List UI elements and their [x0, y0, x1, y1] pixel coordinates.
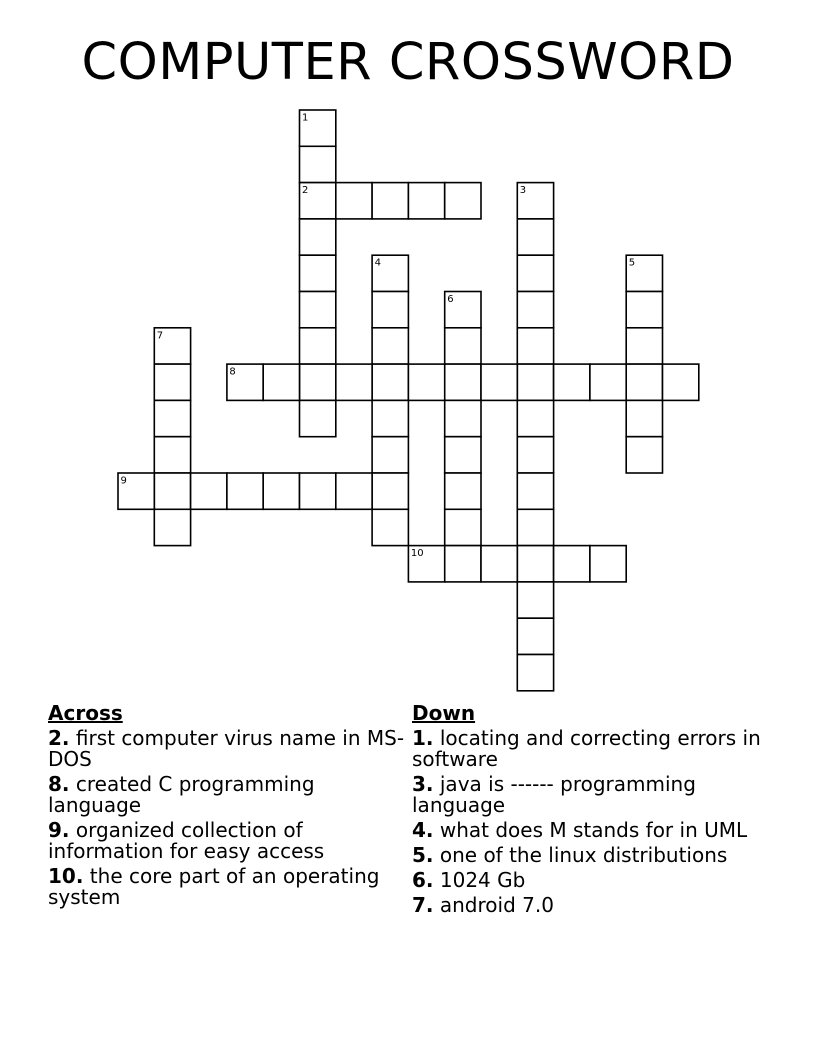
grid-cell[interactable] [445, 328, 481, 364]
clue-text: created C programming language [48, 772, 315, 817]
cell-number: 7 [156, 330, 164, 342]
grid-cell[interactable] [517, 219, 553, 255]
grid-cell[interactable] [336, 364, 372, 400]
clue-number: 3. [412, 772, 434, 796]
grid-cell[interactable] [590, 364, 626, 400]
down-clue [412, 870, 772, 891]
clue-text: one of the linux distributions [439, 843, 728, 867]
clue-number: 9. [48, 818, 70, 842]
clue-text: locating and correcting errors in software [412, 726, 761, 771]
grid-cell[interactable] [336, 473, 372, 509]
grid-cell[interactable] [372, 328, 408, 364]
cell-number: 2 [302, 185, 309, 197]
grid-cell[interactable] [554, 364, 590, 400]
grid-cell[interactable] [445, 400, 481, 436]
grid-cell[interactable] [300, 219, 336, 255]
grid-cell[interactable] [227, 473, 263, 509]
cell-number: 9 [120, 475, 127, 487]
grid-cell[interactable] [154, 509, 190, 545]
down-clue [412, 845, 772, 866]
grid-cell[interactable] [517, 582, 553, 618]
clue-text: java is ------ programming language [412, 772, 696, 817]
grid-cell[interactable] [408, 183, 444, 219]
grid-cell[interactable] [263, 364, 299, 400]
grid-cell[interactable] [154, 437, 190, 473]
across-clue [48, 820, 408, 862]
grid-cell[interactable] [445, 183, 481, 219]
grid-cell[interactable] [300, 400, 336, 436]
grid-cell[interactable] [517, 655, 553, 691]
cell-number: 1 [302, 112, 309, 124]
grid-cell[interactable] [154, 364, 190, 400]
down-clue [412, 728, 772, 770]
clue-number: 1. [412, 726, 434, 750]
across-clues [48, 702, 408, 912]
grid-cell[interactable] [517, 437, 553, 473]
clue-number: 5. [412, 843, 434, 867]
grid-cell[interactable] [517, 509, 553, 545]
clue-number: 4. [412, 818, 434, 842]
grid-cell[interactable] [372, 364, 408, 400]
grid-cell[interactable] [300, 255, 336, 291]
grid-cell[interactable] [300, 292, 336, 328]
grid-cell[interactable] [445, 364, 481, 400]
grid-cell[interactable] [663, 364, 699, 400]
grid-cell[interactable] [154, 400, 190, 436]
grid-cell[interactable] [481, 546, 517, 582]
grid-cell[interactable] [300, 146, 336, 182]
grid-cell[interactable] [626, 400, 662, 436]
down-heading: Down [412, 701, 476, 725]
clue-text: organized collection of information for easy access [48, 818, 325, 863]
across-heading: Across [48, 701, 123, 725]
grid-cell[interactable] [372, 473, 408, 509]
down-clue [412, 820, 772, 841]
grid-cell[interactable] [517, 618, 553, 654]
cell-number: 8 [229, 366, 236, 378]
grid-cell[interactable] [408, 364, 444, 400]
down-clues [412, 702, 772, 920]
clue-number: 10. [48, 864, 84, 888]
grid-cell[interactable] [517, 255, 553, 291]
grid-cell[interactable] [154, 473, 190, 509]
grid-cell[interactable] [300, 364, 336, 400]
grid-cell[interactable] [626, 437, 662, 473]
down-clue [412, 895, 772, 916]
grid-cell[interactable] [517, 328, 553, 364]
grid-cell[interactable] [372, 400, 408, 436]
clue-text: the core part of an operating system [48, 864, 380, 909]
cell-number: 6 [447, 294, 454, 305]
grid-cell[interactable] [517, 546, 553, 582]
cell-number: 5 [628, 257, 636, 269]
clue-number: 8. [48, 772, 70, 796]
grid-cell[interactable] [517, 473, 553, 509]
grid-cell[interactable] [517, 400, 553, 436]
grid-cell[interactable] [300, 328, 336, 364]
grid-cell[interactable] [445, 509, 481, 545]
grid-cell[interactable] [481, 364, 517, 400]
clue-text: 1024 Gb [439, 868, 526, 892]
grid-cell[interactable] [372, 183, 408, 219]
across-clue [48, 774, 408, 816]
grid-cell[interactable] [517, 292, 553, 328]
cell-number: 10 [410, 548, 424, 560]
grid-cell[interactable] [263, 473, 299, 509]
across-clue [48, 866, 408, 908]
grid-cell[interactable] [626, 292, 662, 328]
clue-text: what does M stands for in UML [439, 818, 748, 842]
cell-number: 3 [519, 185, 527, 197]
grid-cell[interactable] [191, 473, 227, 509]
grid-cell[interactable] [626, 364, 662, 400]
grid-cell[interactable] [372, 292, 408, 328]
grid-cell[interactable] [336, 183, 372, 219]
across-clue [48, 728, 408, 770]
down-clue [412, 774, 772, 816]
page-title: COMPUTER CROSSWORD [81, 33, 735, 92]
clue-number: 2. [48, 726, 70, 750]
grid-cell[interactable] [300, 473, 336, 509]
grid-cell[interactable] [554, 546, 590, 582]
clue-text: android 7.0 [439, 893, 554, 917]
clue-number: 7. [412, 893, 434, 917]
grid-cell[interactable] [590, 546, 626, 582]
grid-cell[interactable] [626, 328, 662, 364]
grid-cell[interactable] [445, 437, 481, 473]
grid-cell[interactable] [372, 509, 408, 545]
grid-cell[interactable] [372, 437, 408, 473]
clue-text: first computer virus name in MS-DOS [48, 726, 405, 771]
cell-number: 4 [374, 257, 381, 269]
grid-cell[interactable] [445, 473, 481, 509]
grid-cell[interactable] [445, 546, 481, 582]
clue-number: 6. [412, 868, 434, 892]
grid-cell[interactable] [517, 364, 553, 400]
